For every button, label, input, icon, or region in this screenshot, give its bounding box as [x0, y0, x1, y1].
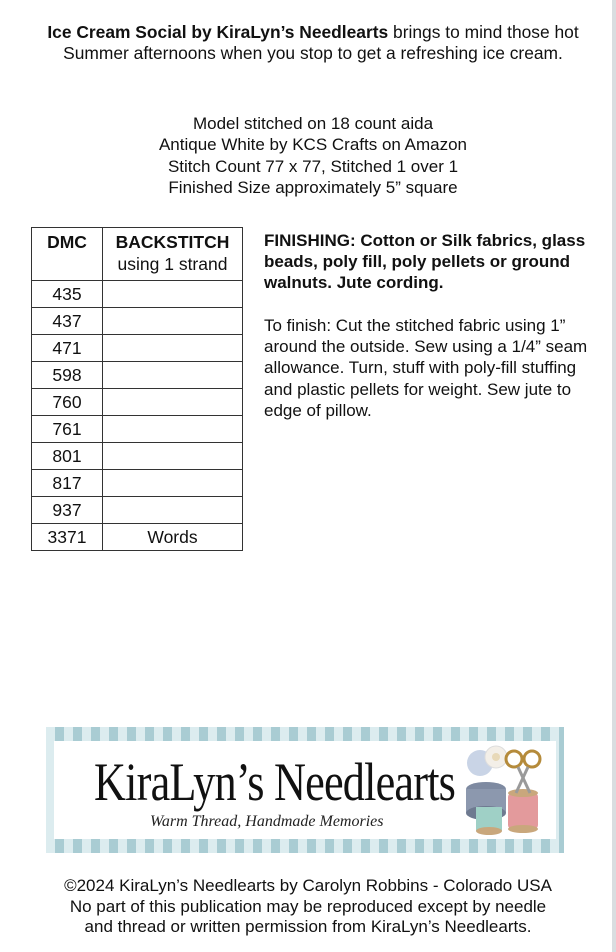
dmc-cell: 760: [32, 389, 103, 416]
backstitch-cell: [103, 308, 243, 335]
table-row: [32, 497, 243, 524]
model-details: [60, 113, 566, 198]
intro-paragraph: [24, 22, 602, 64]
backstitch-cell: [103, 416, 243, 443]
table-row: [32, 362, 243, 389]
backstitch-cell: [103, 362, 243, 389]
backstitch-header-label: BACKSTITCH: [115, 232, 230, 252]
backstitch-cell: [103, 470, 243, 497]
table-row: [32, 389, 243, 416]
table-row: [32, 524, 243, 551]
backstitch-cell: [103, 335, 243, 362]
dmc-color-table: [31, 227, 243, 551]
dmc-cell: 817: [32, 470, 103, 497]
backstitch-cell: [103, 281, 243, 308]
footer-line: and thread or written permission from KiraLyn’s Needlearts.: [84, 917, 532, 936]
backstitch-header: [103, 228, 243, 281]
backstitch-subheader: using 1 strand: [117, 254, 228, 274]
copyright-footer: [20, 876, 596, 938]
table-row: [32, 335, 243, 362]
dmc-cell: 801: [32, 443, 103, 470]
backstitch-cell: [103, 389, 243, 416]
page-edge: [612, 0, 616, 952]
table-row: [32, 308, 243, 335]
dmc-cell: 435: [32, 281, 103, 308]
finishing-instructions: To finish: Cut the stitched fabric using 1” around the outside. Sew using a 1/4” seam allowance. Turn, stuff with poly-fill stuffing and plastic pellets for weight. Sew jute to edge of pillow.: [264, 316, 588, 420]
dmc-cell: 471: [32, 335, 103, 362]
backstitch-cell: Words: [103, 524, 243, 551]
backstitch-cell: [103, 497, 243, 524]
finishing-materials: FINISHING: Cotton or Silk fabrics, glass beads, poly fill, poly pellets or ground walnuts. Jute cording.: [264, 231, 586, 293]
dmc-cell: 3371: [32, 524, 103, 551]
table-row: [32, 281, 243, 308]
model-line: Stitch Count 77 x 77, Stitched 1 over 1: [167, 156, 459, 176]
banner-tagline: Warm Thread, Handmade Memories: [150, 813, 384, 830]
brand-banner: [46, 727, 564, 853]
model-line: Model stitched on 18 count aida: [192, 114, 434, 133]
dmc-cell: 598: [32, 362, 103, 389]
dmc-cell: 761: [32, 416, 103, 443]
dmc-cell: 437: [32, 308, 103, 335]
model-line: Antique White by KCS Crafts on Amazon: [158, 135, 468, 155]
table-row: [32, 470, 243, 497]
intro-text: brings to mind those hot Summer afternoons when you stop to get a refreshing ice cream.: [63, 22, 579, 63]
table-row: [32, 443, 243, 470]
banner-title: KiraLyn’s Needlearts: [94, 752, 456, 812]
backstitch-cell: [103, 443, 243, 470]
model-line: Finished Size approximately 5” square: [168, 177, 458, 197]
intro-title: Ice Cream Social by KiraLyn’s Needlearts: [47, 22, 389, 42]
dmc-cell: 937: [32, 497, 103, 524]
footer-line: ©2024 KiraLyn’s Needlearts by Carolyn Robbins - Colorado USA: [64, 876, 552, 895]
dmc-header: DMC: [32, 228, 103, 281]
footer-line: No part of this publication may be reproduced except by needle: [69, 896, 547, 916]
table-row: [32, 416, 243, 443]
thread-spools-scissors-flowers-icon: [458, 745, 550, 839]
banner-panel: [54, 741, 556, 839]
